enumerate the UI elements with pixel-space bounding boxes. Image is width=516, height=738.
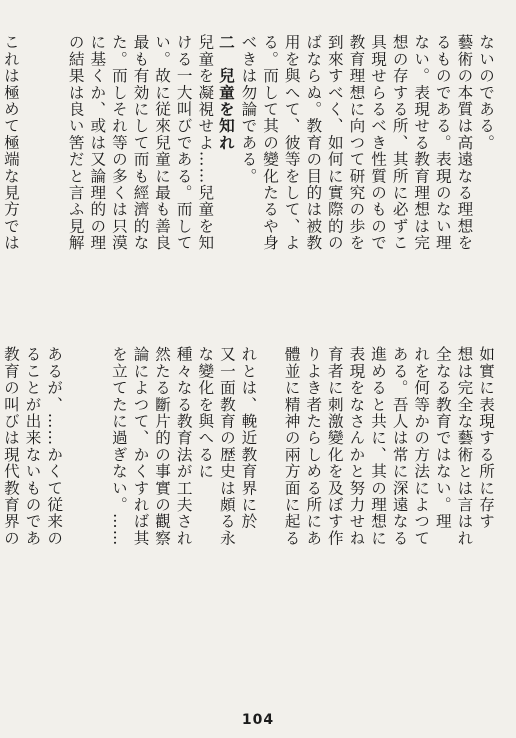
right-column-bottom-continued: 然たる斷片的の事實の觀察: [153, 346, 172, 547]
right-column-top-continued: 如實に表現する所に存す: [477, 346, 495, 530]
right-columns-top: 藝術の本質は高遠なる理想を: [455, 34, 474, 252]
right-column-bottom: た。而しそれ等の多くは只漠: [109, 34, 128, 252]
right-columns-top: ない。表現せる教育理想は完: [412, 34, 431, 252]
right-column-bottom: い。故に従來兒童に最も善良: [153, 34, 172, 252]
right-column-bottom-continued: 論によつて、かくすれば其: [131, 346, 150, 547]
right-column-top-continued: ある。吾人は常に深遠なる: [390, 346, 409, 547]
right-column-top-continued: れを何等かの方法によつて: [412, 346, 431, 547]
right-columns-top: べきは勿論である。: [239, 34, 258, 185]
right-column-top-continued: 全なる教育ではない。理: [433, 346, 452, 530]
right-column-bottom-continued: な變化を與へるに: [196, 346, 215, 480]
right-column-top-continued: 想は完全な藝術とは言はれ: [455, 346, 474, 547]
right-column-bottom-continued: 又一面教育の歴史は頗る永: [217, 346, 236, 547]
right-column-bottom: の結果は良い筈だと言ふ見解: [66, 34, 85, 252]
column-gap: [64, 346, 86, 692]
section-heading-spacer: [258, 346, 280, 692]
right-column-top-continued: 進めると共に、其の理想に: [369, 346, 388, 547]
left-column-continued: 教育の叫びは現代教育界の: [1, 346, 20, 547]
upper-text-block: [1, 34, 496, 336]
right-columns-top: 具現せらるべき性質のもので: [369, 34, 388, 252]
right-columns-top: る。而して其の變化たるや身: [261, 34, 280, 252]
right-column-bottom-continued: 種々なる教育法が工夫され: [174, 346, 193, 547]
right-column-top-continued: 體並に精神の兩方面に起る: [282, 346, 301, 547]
right-column-top-continued: 育者に刺激變化を及ぼす作: [325, 346, 344, 547]
column-gap: [43, 34, 65, 336]
right-column-bottom: ける一大叫びである。而して: [174, 34, 193, 252]
right-column-bottom-continued: れとは、輓近教育界に於: [239, 346, 258, 530]
right-column-bottom-continued: を立てたに過ぎない。……: [109, 346, 128, 547]
right-columns-top: 教育理想に向つて研究の歩を: [347, 34, 366, 252]
right-columns-top: 用を與へて、彼等をして、よ: [282, 34, 301, 252]
left-column: これは極めて極端な見方では: [1, 34, 20, 252]
column-gap: [21, 34, 43, 336]
right-columns-top: るものである。表現のない理: [433, 34, 452, 252]
right-columns-top: ばならぬ。教育の目的は被教: [304, 34, 323, 252]
right-columns-top: ないのである。: [477, 34, 495, 151]
lower-text-block: [1, 346, 496, 692]
right-columns-top: 到來すべく、如何に實際的の: [325, 34, 344, 252]
section-heading: 二 兒童を知れ: [216, 34, 236, 151]
right-column-bottom: 最も有効にして而も經濟的な: [131, 34, 150, 252]
right-columns-top: 想の存する所、其所に必ずこ: [390, 34, 409, 252]
column-gap: [86, 346, 108, 692]
right-column-top-continued: りよき者たらしめる所にあ: [304, 346, 323, 547]
left-column-continued: あるが、……かくて従来の: [45, 346, 64, 547]
right-column-bottom: に基くか、或は又論理的の理: [88, 34, 107, 252]
left-column-continued: ることが出来ないものであ: [23, 346, 42, 547]
page-number: 104: [241, 712, 275, 728]
right-column-bottom: 兒童を凝視せよ……兒童を知: [196, 34, 215, 252]
right-column-top-continued: 表現をなさんかと努力せね: [347, 346, 366, 547]
